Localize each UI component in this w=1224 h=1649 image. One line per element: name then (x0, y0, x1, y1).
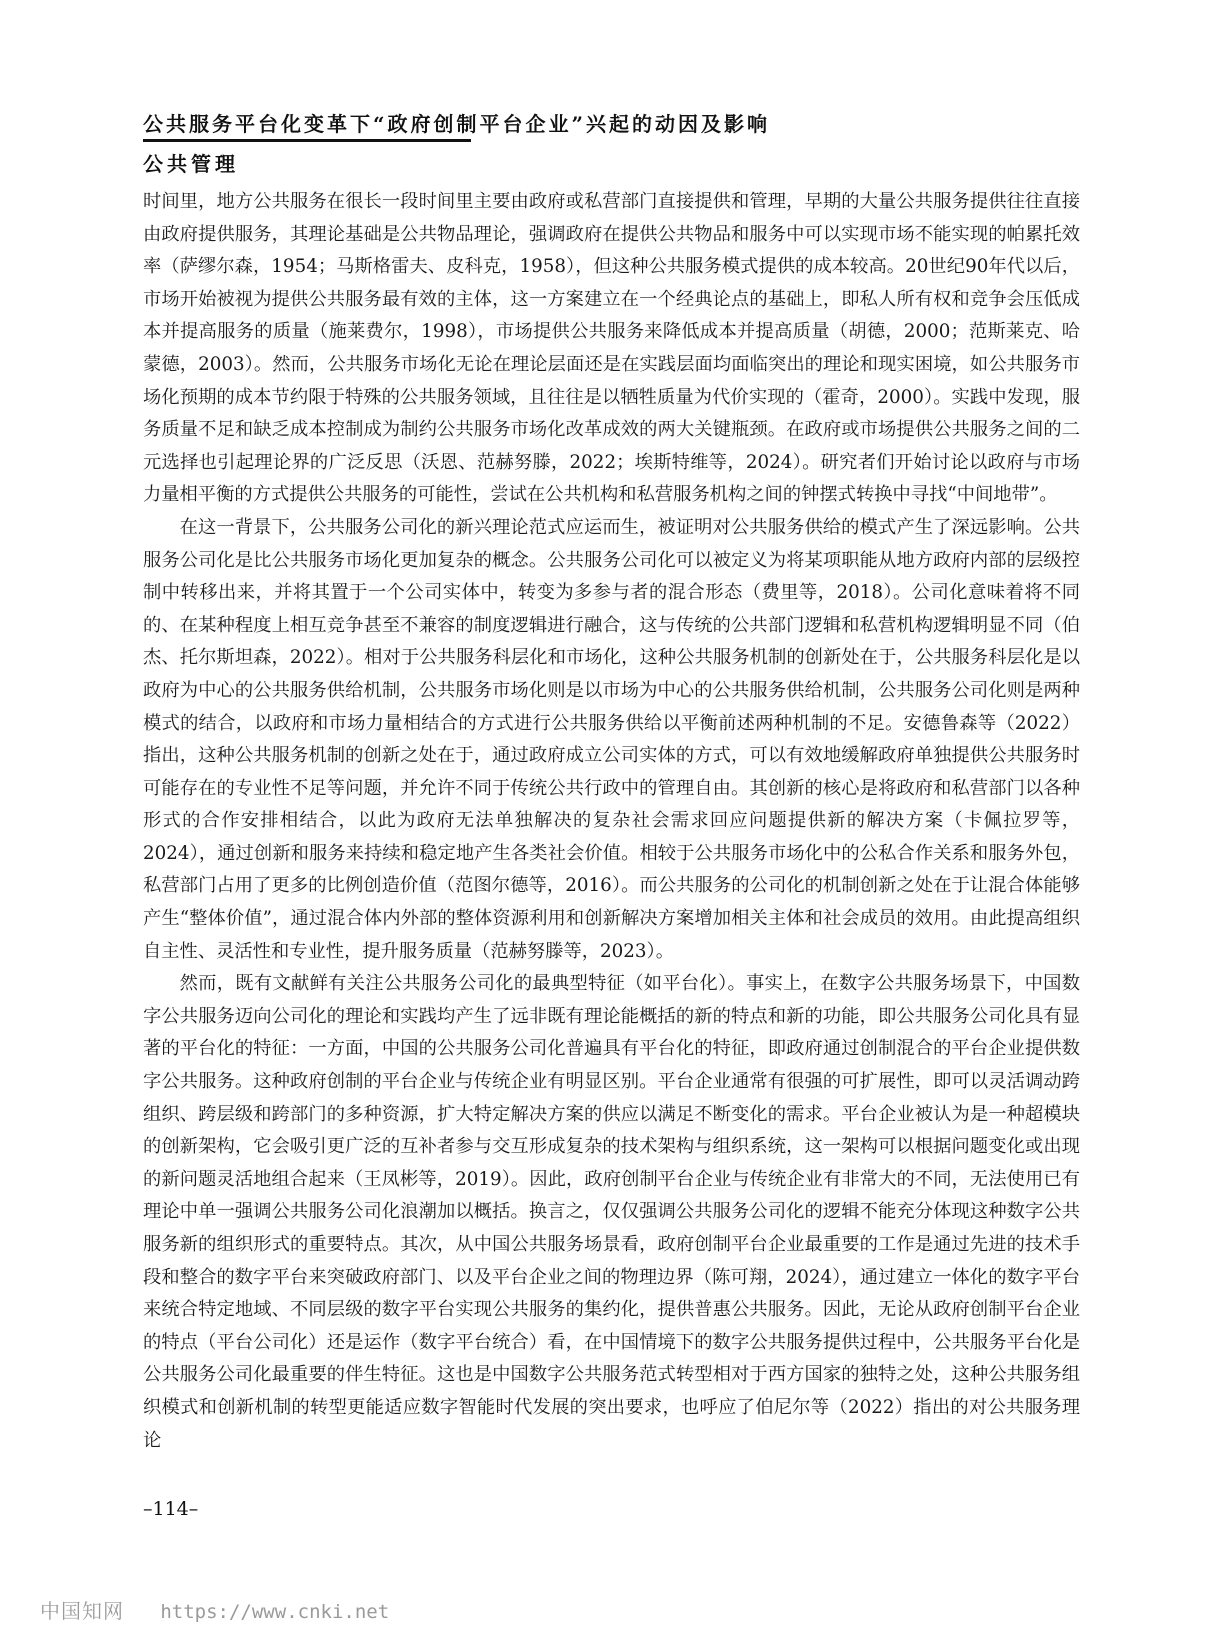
cnki-watermark (40, 1595, 389, 1624)
paragraph: 在这一背景下，公共服务公司化的新兴理论范式应运而生，被证明对公共服务供给的模式产生了深远影响。公共服务公司化是比公共服务市场化更加复杂的概念。公共服务公司化可以被定义为将某项职能从地方政府内部的层级控制中转移出来，并将其置于一个公司实体中，转变为多参与者的混合形态（费里等，2018）。公司化意味着将不同的、在某种程度上相互竞争甚至不兼容的制度逻辑进行融合，这与传统的公共部门逻辑和私营机构逻辑明显不同（伯杰、托尔斯坦森，2022）。相对于公共服务科层化和市场化，这种公共服务机制的创新处在于，公共服务科层化是以政府为中心的公共服务供给机制，公共服务市场化则是以市场为中心的公共服务供给机制，公共服务公司化则是两种模式的结合，以政府和市场力量相结合的方式进行公共服务供给以平衡前述两种机制的不足。安德鲁森等（2022）指出，这种公共服务机制的创新之处在于，通过政府成立公司实体的方式，可以有效地缓解政府单独提供公共服务时可能存在的专业性不足等问题，并允许不同于传统公共行政中的管理自由。其创新的核心是将政府和私营部门以各种形式的合作安排相结合，以此为政府无法单独解决的复杂社会需求回应问题提供新的解决方案（卡佩拉罗等，2024），通过创新和服务来持续和稳定地产生各类社会价值。相较于公共服务市场化中的公私合作关系和服务外包，私营部门占用了更多的比例创造价值（范图尔德等，2016）。而公共服务的公司化的机制创新之处在于让混合体能够产生“整体价值”，通过混合体内外部的整体资源利用和创新解决方案增加相关主体和社会成员的效用。由此提高组织自主性、灵活性和专业性，提升服务质量（范赫努滕等，2023）。 (143, 516, 1080, 962)
watermark-url: https://www.cnki.net (160, 1601, 390, 1623)
paragraph: 然而，既有文献鲜有关注公共服务公司化的最典型特征（如平台化）。事实上，在数字公共服务场景下，中国数字公共服务迈向公司化的理论和实践均产生了远非既有理论能概括的新的特点和新的功能，即公共服务公司化具有显著的平台化的特征：一方面，中国的公共服务公司化普遍具有平台化的特征，即政府通过创制混合的平台企业提供数字公共服务。这种政府创制的平台企业与传统企业有明显区别。平台企业通常有很强的可扩展性，即可以灵活调动跨组织、跨层级和跨部门的多种资源，扩大特定解决方案的供应以满足不断变化的需求。平台企业被认为是一种超模块的创新架构，它会吸引更广泛的互补者参与交互形成复杂的技术架构与组织系统，这一架构可以根据问题变化或出现的新问题灵活地组合起来（王凤彬等，2019）。因此，政府创制平台企业与传统企业有非常大的不同，无法使用已有理论中单一强调公共服务公司化浪潮加以概括。换言之，仅仅强调公共服务公司化的逻辑不能充分体现这种数字公共服务新的组织形式的重要特点。其次，从中国公共服务场景看，政府创制平台企业最重要的工作是通过先进的技术手段和整合的数字平台来突破政府部门、以及平台企业之间的物理边界（陈可翔，2024），通过建立一体化的数字平台来统合特定地域、不同层级的数字平台实现公共服务的集约化，提供普惠公共服务。因此，无论从政府创制平台企业的特点（平台公司化）还是运作（数字平台统合）看，在中国情境下的数字公共服务提供过程中，公共服务平台化是公共服务公司化最重要的伴生特征。这也是中国数字公共服务范式转型相对于西方国家的独特之处，这种公共服务组织模式和创新机制的转型更能适应数字智能时代发展的突出要求，也呼应了伯尼尔等（2022）指出的对公共服务理论 (143, 973, 1080, 1451)
paragraph-continued: 时间里，地方公共服务在很长一段时间里主要由政府或私营部门直接提供和管理，早期的大量公共服务提供往往直接由政府提供服务，其理论基础是公共物品理论，强调政府在提供公共物品和服务中可以实现市场不能实现的帕累托效率（萨缪尔森，1954；马斯格雷夫、皮科克，1958），但这种公共服务模式提供的成本较高。20世纪90年代以后，市场开始被视为提供公共服务最有效的主体，这一方案建立在一个经典论点的基础上，即私人所有权和竞争会压低成本并提高服务的质量（施莱费尔，1998），市场提供公共服务来降低成本并提高质量（胡德，2000；范斯莱克、哈蒙德，2003）。然而，公共服务市场化无论在理论层面还是在实践层面均面临突出的理论和现实困境，如公共服务市场化预期的成本节约限于特殊的公共服务领域，且往往是以牺牲质量为代价实现的（霍奇，2000）。实践中发现，服务质量不足和缺乏成本控制成为制约公共服务市场化改革成效的两大关键瓶颈。在政府或市场提供公共服务之间的二元选择也引起理论界的广泛反思（沃恩、范赫努滕，2022；埃斯特维等，2024）。研究者们开始讨论以政府与市场力量相平衡的方式提供公共服务的可能性，尝试在公共机构和私营服务机构之间的钟摆式转换中寻找“中间地带”。 (143, 191, 1080, 506)
body-text (143, 186, 1080, 1457)
watermark-name: 中国知网 (40, 1599, 124, 1623)
section-label: 公共管理 (143, 152, 239, 176)
running-title: 公共服务平台化变革下“政府创制平台企业”兴起的动因及影响 (143, 112, 771, 136)
header-rule (143, 139, 471, 142)
page-number: –114– (143, 1498, 199, 1520)
